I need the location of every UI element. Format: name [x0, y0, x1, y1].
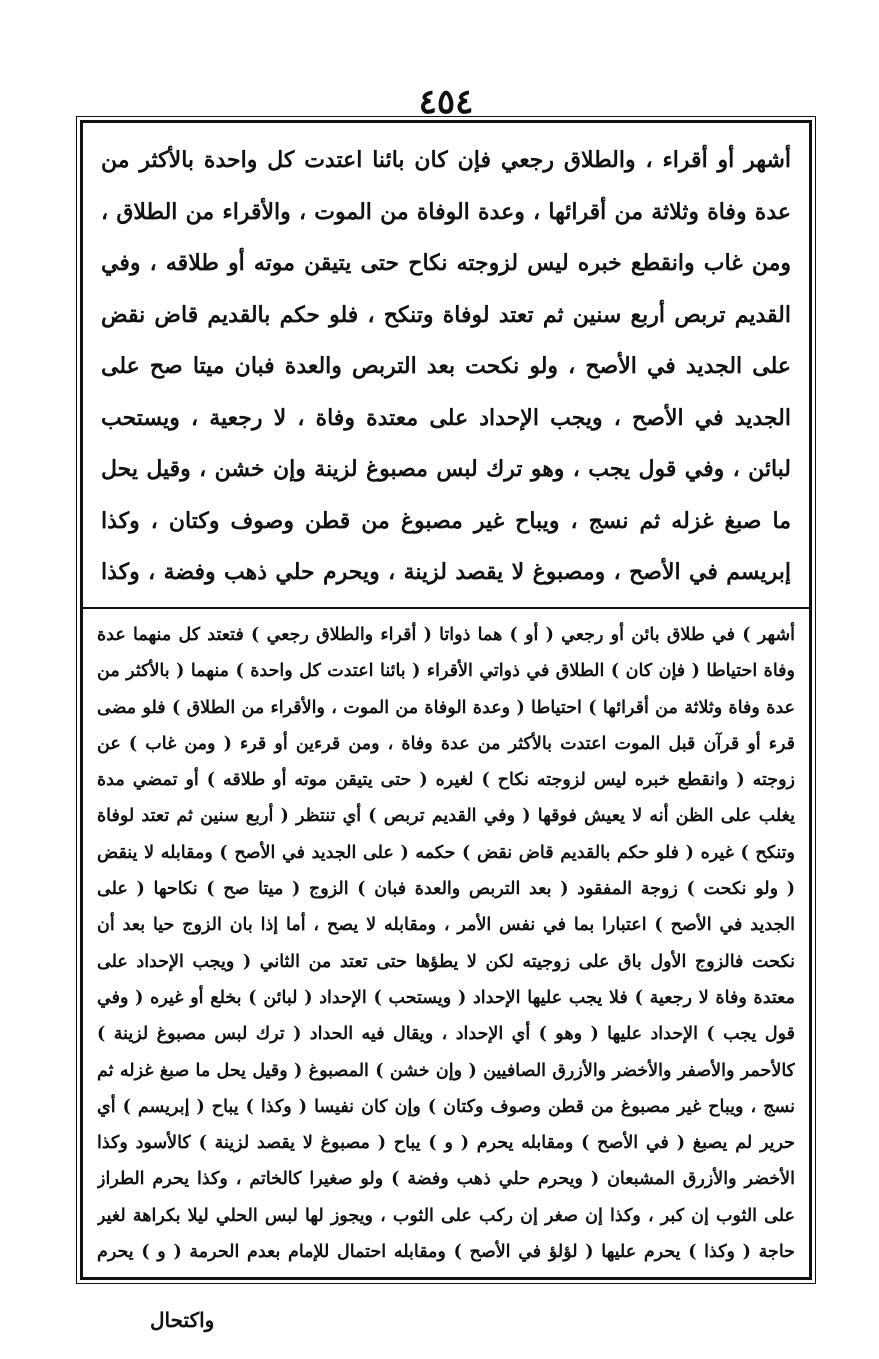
main-text: أشهر أو أقراء ، والطلاق رجعي فإن كان بائنا اعتدت كل واحدة بالأكثر من عدة وفاة وثلاثة من أقرائها ، وعدة الوفاة من الموت ، والأقراء من الطلاق ، ومن غاب وانقطع خبره ليس لزوجته نكاح حتى يتيقن موته أو طلاقه ، وفي القديم تربص أربع سنين ثم تعتد لوفاة وتنكح ، فلو حكم بالقديم قاض نقض على الجديد في الأصح ، ولو نكحت بعد التربص والعدة فبان ميتا صح على الجديد في الأصح ، ويجب الإحداد على معتدة وفاة ، لا رجعية ، ويستحب لبائن ، وفي قول يجب ، وهو ترك لبس مصبوغ لزينة وإن خشن ، وقيل يحل ما صبغ غزله ثم نسج ، ويباح غير مصبوغ من قطن وصوف وكتان ، وكذا إبريسم في الأصح ، ومصبوغ لا يقصد لزينة ، ويحرم حلي ذهب وفضة ، وكذا: [101, 147, 791, 585]
page-frame: [80, 120, 812, 1280]
page-number: ٤٥٤: [418, 82, 474, 122]
commentary-text: أشهر ) في طلاق بائن أو رجعي ( أو ) هما ذواتا ( أقراء والطلاق رجعي ) فتعتد كل منهما عدة وفاة احتياطا ( فإن كان ) الطلاق في ذواتي الأقراء ( بائنا اعتدت كل واحدة ) منهما ( بالأكثر من عدة وفاة وثلاثة من أقرائها ) احتياطا ( وعدة الوفاة من الموت ، والأقراء من الطلاق ) فلو مضى قرء أو قرآن قبل الموت اعتدت بالأكثر من عدة وفاة ، ومن قرءين أو قرء ( ومن غاب ) عن زوجته ( وانقطع خبره ليس لزوجته نكاح ) لغيره ( حتى يتيقن موته أو طلاقه ) أو تمضي مدة يغلب على الظن أنه لا يعيش فوقها ( وفي القديم تربص ) أي تنتظر ( أربع سنين ثم تعتد لوفاة وتنكح ) غيره ( فلو حكم بالقديم قاض نقض ) حكمه ( على الجديد في الأصح ) ومقابله لا ينقض ( ولو نكحت ) زوجة المفقود ( بعد التربص والعدة فبان ) الزوج ( ميتا صح ) نكاحها ( على الجديد في الأصح ) اعتبارا بما في نفس الأمر ، ومقابله لا يصح ، أما إذا بان الزوج حيا بعد أن نكحت فالزوج الأول باق على زوجيته لكن لا يطؤها حتى تعتد من الثاني ( ويجب الإحداد على معتدة وفاة لا رجعية ) فلا يجب عليها الإحداد ( ويستحب ) الإحداد ( لبائن ) بخلع أو غيره ( وفي قول يجب ) الإحداد عليها ( وهو ) أي الإحداد ، ويقال فيه الحداد ( ترك لبس مصبوغ لزينة ) كالأحمر والأصفر والأخضر والأزرق الصافيين ( وإن خشن ) المصبوغ ( وقيل يحل ما صبغ غزله ثم نسج ، ويباح غير مصبوغ من قطن وصوف وكتان ) وإن كان نفيسا ( وكذا ) يباح ( إبريسم ) أي حرير لم يصبغ ( في الأصح ) ومقابله يحرم ( و ) يباح ( مصبوغ لا يقصد لزينة ) كالأسود وكذا الأخضر والأزرق المشبعان ( ويحرم حلي ذهب وفضة ) ولو صغيرا كالخاتم ، وكذا يحرم الطراز على الثوب إن كبر ، وكذا إن صغر إن ركب على الثوب ، ويجوز لها لبس الحلي ليلا بكراهة لغير حاجة ( وكذا ) يحرم عليها ( لؤلؤ في الأصح ) ومقابله احتمال للإمام بعدم الحرمة ( و ) يحرم: [97, 625, 795, 1263]
section-divider: [83, 607, 809, 609]
catchword: واكتحال: [150, 1308, 215, 1332]
